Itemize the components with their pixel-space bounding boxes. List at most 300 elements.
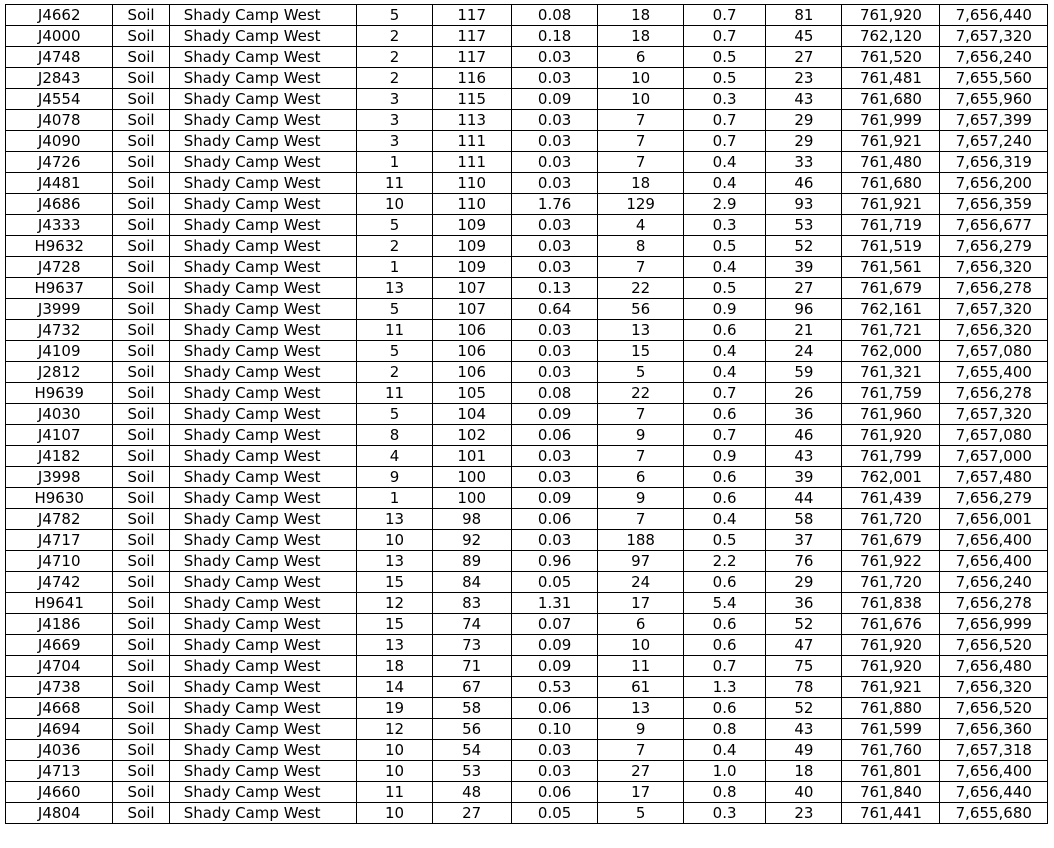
value-a-cell: 100 (432, 488, 511, 509)
sample-id-cell: J3999 (6, 299, 113, 320)
value-c-cell: 6 (598, 614, 684, 635)
sample-type-cell: Soil (113, 320, 169, 341)
depth-cell: 10 (357, 761, 432, 782)
table-row (6, 740, 1048, 761)
easting-cell: 761,599 (842, 719, 940, 740)
value-e-cell: 43 (766, 719, 842, 740)
sample-results-table (5, 4, 1048, 824)
value-d-cell: 0.5 (683, 278, 765, 299)
sample-type-cell: Soil (113, 530, 169, 551)
value-d-cell: 1.0 (683, 761, 765, 782)
sample-type-cell: Soil (113, 719, 169, 740)
prospect-cell: Shady Camp West (169, 530, 357, 551)
prospect-cell: Shady Camp West (169, 362, 357, 383)
value-e-cell: 26 (766, 383, 842, 404)
value-c-cell: 56 (598, 299, 684, 320)
value-e-cell: 46 (766, 425, 842, 446)
value-e-cell: 36 (766, 404, 842, 425)
value-c-cell: 5 (598, 362, 684, 383)
northing-cell: 7,656,001 (940, 509, 1048, 530)
northing-cell: 7,656,400 (940, 551, 1048, 572)
easting-cell: 761,680 (842, 173, 940, 194)
prospect-cell: Shady Camp West (169, 572, 357, 593)
value-a-cell: 83 (432, 593, 511, 614)
value-a-cell: 109 (432, 257, 511, 278)
value-a-cell: 53 (432, 761, 511, 782)
value-d-cell: 0.8 (683, 719, 765, 740)
prospect-cell: Shady Camp West (169, 173, 357, 194)
value-d-cell: 0.3 (683, 803, 765, 824)
sample-id-cell: J4481 (6, 173, 113, 194)
table-row (6, 278, 1048, 299)
prospect-cell: Shady Camp West (169, 68, 357, 89)
table-row (6, 677, 1048, 698)
easting-cell: 762,001 (842, 467, 940, 488)
value-c-cell: 18 (598, 5, 684, 26)
table-row (6, 803, 1048, 824)
prospect-cell: Shady Camp West (169, 467, 357, 488)
value-b-cell: 0.53 (511, 677, 598, 698)
table-row (6, 383, 1048, 404)
value-a-cell: 92 (432, 530, 511, 551)
value-b-cell: 0.03 (511, 446, 598, 467)
easting-cell: 761,721 (842, 320, 940, 341)
depth-cell: 15 (357, 572, 432, 593)
sample-type-cell: Soil (113, 509, 169, 530)
sample-id-cell: J4036 (6, 740, 113, 761)
value-b-cell: 0.08 (511, 5, 598, 26)
sample-type-cell: Soil (113, 803, 169, 824)
depth-cell: 10 (357, 803, 432, 824)
table-row (6, 593, 1048, 614)
northing-cell: 7,657,320 (940, 26, 1048, 47)
prospect-cell: Shady Camp West (169, 425, 357, 446)
sample-type-cell: Soil (113, 677, 169, 698)
value-a-cell: 106 (432, 362, 511, 383)
prospect-cell: Shady Camp West (169, 740, 357, 761)
northing-cell: 7,657,000 (940, 446, 1048, 467)
value-b-cell: 0.06 (511, 698, 598, 719)
depth-cell: 10 (357, 740, 432, 761)
value-a-cell: 110 (432, 194, 511, 215)
depth-cell: 11 (357, 173, 432, 194)
prospect-cell: Shady Camp West (169, 593, 357, 614)
table-row (6, 68, 1048, 89)
sample-id-cell: J4107 (6, 425, 113, 446)
easting-cell: 761,679 (842, 530, 940, 551)
value-b-cell: 0.03 (511, 257, 598, 278)
value-d-cell: 0.5 (683, 47, 765, 68)
value-e-cell: 29 (766, 110, 842, 131)
value-d-cell: 0.7 (683, 5, 765, 26)
table-row (6, 446, 1048, 467)
northing-cell: 7,657,320 (940, 404, 1048, 425)
value-d-cell: 0.3 (683, 89, 765, 110)
prospect-cell: Shady Camp West (169, 47, 357, 68)
sample-type-cell: Soil (113, 467, 169, 488)
prospect-cell: Shady Camp West (169, 341, 357, 362)
northing-cell: 7,657,318 (940, 740, 1048, 761)
depth-cell: 12 (357, 719, 432, 740)
value-e-cell: 27 (766, 278, 842, 299)
value-e-cell: 59 (766, 362, 842, 383)
value-c-cell: 188 (598, 530, 684, 551)
table-row (6, 530, 1048, 551)
prospect-cell: Shady Camp West (169, 131, 357, 152)
value-e-cell: 49 (766, 740, 842, 761)
sample-type-cell: Soil (113, 614, 169, 635)
northing-cell: 7,656,440 (940, 782, 1048, 803)
depth-cell: 11 (357, 320, 432, 341)
northing-cell: 7,656,400 (940, 530, 1048, 551)
sample-type-cell: Soil (113, 299, 169, 320)
value-a-cell: 67 (432, 677, 511, 698)
value-a-cell: 89 (432, 551, 511, 572)
value-b-cell: 0.03 (511, 110, 598, 131)
depth-cell: 12 (357, 593, 432, 614)
depth-cell: 3 (357, 89, 432, 110)
northing-cell: 7,655,680 (940, 803, 1048, 824)
sample-id-cell: J4726 (6, 152, 113, 173)
sample-type-cell: Soil (113, 47, 169, 68)
value-a-cell: 58 (432, 698, 511, 719)
value-e-cell: 39 (766, 467, 842, 488)
value-d-cell: 0.7 (683, 110, 765, 131)
value-c-cell: 8 (598, 236, 684, 257)
sample-id-cell: J4710 (6, 551, 113, 572)
northing-cell: 7,655,560 (940, 68, 1048, 89)
depth-cell: 11 (357, 782, 432, 803)
easting-cell: 761,519 (842, 236, 940, 257)
easting-cell: 761,720 (842, 509, 940, 530)
value-e-cell: 23 (766, 803, 842, 824)
value-e-cell: 53 (766, 215, 842, 236)
sample-type-cell: Soil (113, 152, 169, 173)
prospect-cell: Shady Camp West (169, 446, 357, 467)
value-a-cell: 73 (432, 635, 511, 656)
sample-id-cell: H9632 (6, 236, 113, 257)
northing-cell: 7,656,278 (940, 383, 1048, 404)
prospect-cell: Shady Camp West (169, 488, 357, 509)
value-c-cell: 24 (598, 572, 684, 593)
value-b-cell: 1.31 (511, 593, 598, 614)
sample-type-cell: Soil (113, 572, 169, 593)
table-row (6, 614, 1048, 635)
sample-type-cell: Soil (113, 551, 169, 572)
depth-cell: 1 (357, 152, 432, 173)
table-row (6, 782, 1048, 803)
value-e-cell: 93 (766, 194, 842, 215)
value-d-cell: 0.7 (683, 656, 765, 677)
easting-cell: 761,880 (842, 698, 940, 719)
prospect-cell: Shady Camp West (169, 635, 357, 656)
table-row (6, 467, 1048, 488)
value-d-cell: 0.4 (683, 362, 765, 383)
table-row (6, 635, 1048, 656)
depth-cell: 15 (357, 614, 432, 635)
value-e-cell: 76 (766, 551, 842, 572)
value-a-cell: 74 (432, 614, 511, 635)
northing-cell: 7,656,278 (940, 278, 1048, 299)
northing-cell: 7,656,320 (940, 320, 1048, 341)
table-row (6, 488, 1048, 509)
sample-type-cell: Soil (113, 278, 169, 299)
depth-cell: 5 (357, 299, 432, 320)
value-d-cell: 0.3 (683, 215, 765, 236)
prospect-cell: Shady Camp West (169, 656, 357, 677)
value-e-cell: 23 (766, 68, 842, 89)
value-a-cell: 109 (432, 236, 511, 257)
value-a-cell: 104 (432, 404, 511, 425)
value-b-cell: 0.06 (511, 425, 598, 446)
value-d-cell: 0.5 (683, 530, 765, 551)
sample-id-cell: J4804 (6, 803, 113, 824)
value-a-cell: 107 (432, 299, 511, 320)
easting-cell: 761,921 (842, 131, 940, 152)
easting-cell: 762,161 (842, 299, 940, 320)
value-e-cell: 43 (766, 446, 842, 467)
value-b-cell: 0.18 (511, 26, 598, 47)
easting-cell: 761,321 (842, 362, 940, 383)
value-a-cell: 27 (432, 803, 511, 824)
sample-type-cell: Soil (113, 110, 169, 131)
value-d-cell: 0.5 (683, 68, 765, 89)
sample-id-cell: J4668 (6, 698, 113, 719)
northing-cell: 7,656,279 (940, 488, 1048, 509)
sample-type-cell: Soil (113, 782, 169, 803)
sample-type-cell: Soil (113, 89, 169, 110)
northing-cell: 7,656,999 (940, 614, 1048, 635)
value-c-cell: 5 (598, 803, 684, 824)
table-row (6, 572, 1048, 593)
sample-type-cell: Soil (113, 194, 169, 215)
value-e-cell: 40 (766, 782, 842, 803)
value-e-cell: 18 (766, 761, 842, 782)
prospect-cell: Shady Camp West (169, 614, 357, 635)
prospect-cell: Shady Camp West (169, 509, 357, 530)
northing-cell: 7,656,320 (940, 677, 1048, 698)
value-a-cell: 117 (432, 5, 511, 26)
table-row (6, 110, 1048, 131)
value-d-cell: 0.4 (683, 341, 765, 362)
value-e-cell: 52 (766, 236, 842, 257)
value-a-cell: 115 (432, 89, 511, 110)
prospect-cell: Shady Camp West (169, 803, 357, 824)
table-row (6, 509, 1048, 530)
depth-cell: 2 (357, 362, 432, 383)
value-e-cell: 27 (766, 47, 842, 68)
northing-cell: 7,657,480 (940, 467, 1048, 488)
northing-cell: 7,656,240 (940, 572, 1048, 593)
value-b-cell: 0.05 (511, 803, 598, 824)
value-d-cell: 0.4 (683, 740, 765, 761)
sample-type-cell: Soil (113, 257, 169, 278)
northing-cell: 7,656,279 (940, 236, 1048, 257)
value-d-cell: 0.4 (683, 257, 765, 278)
easting-cell: 761,921 (842, 194, 940, 215)
northing-cell: 7,657,080 (940, 425, 1048, 446)
easting-cell: 761,441 (842, 803, 940, 824)
table-row (6, 719, 1048, 740)
value-b-cell: 0.03 (511, 320, 598, 341)
depth-cell: 13 (357, 278, 432, 299)
value-c-cell: 22 (598, 383, 684, 404)
value-e-cell: 44 (766, 488, 842, 509)
value-d-cell: 0.6 (683, 572, 765, 593)
sample-id-cell: J4686 (6, 194, 113, 215)
prospect-cell: Shady Camp West (169, 698, 357, 719)
value-b-cell: 0.05 (511, 572, 598, 593)
easting-cell: 761,561 (842, 257, 940, 278)
depth-cell: 18 (357, 656, 432, 677)
sample-id-cell: J4742 (6, 572, 113, 593)
prospect-cell: Shady Camp West (169, 110, 357, 131)
value-b-cell: 0.96 (511, 551, 598, 572)
value-b-cell: 0.13 (511, 278, 598, 299)
value-a-cell: 109 (432, 215, 511, 236)
table-row (6, 47, 1048, 68)
sample-id-cell: J4554 (6, 89, 113, 110)
value-d-cell: 2.2 (683, 551, 765, 572)
prospect-cell: Shady Camp West (169, 320, 357, 341)
sample-type-cell: Soil (113, 593, 169, 614)
value-d-cell: 0.7 (683, 383, 765, 404)
value-d-cell: 0.6 (683, 614, 765, 635)
prospect-cell: Shady Camp West (169, 383, 357, 404)
value-c-cell: 7 (598, 257, 684, 278)
sample-type-cell: Soil (113, 5, 169, 26)
easting-cell: 761,840 (842, 782, 940, 803)
sample-id-cell: J4662 (6, 5, 113, 26)
value-b-cell: 0.09 (511, 404, 598, 425)
value-b-cell: 0.03 (511, 362, 598, 383)
value-d-cell: 0.4 (683, 509, 765, 530)
value-c-cell: 17 (598, 782, 684, 803)
depth-cell: 5 (357, 215, 432, 236)
northing-cell: 7,656,520 (940, 698, 1048, 719)
sample-type-cell: Soil (113, 26, 169, 47)
value-c-cell: 61 (598, 677, 684, 698)
northing-cell: 7,657,399 (940, 110, 1048, 131)
northing-cell: 7,657,320 (940, 299, 1048, 320)
depth-cell: 10 (357, 530, 432, 551)
sample-type-cell: Soil (113, 383, 169, 404)
sample-id-cell: J2812 (6, 362, 113, 383)
sample-type-cell: Soil (113, 656, 169, 677)
value-e-cell: 75 (766, 656, 842, 677)
prospect-cell: Shady Camp West (169, 215, 357, 236)
sample-id-cell: J4717 (6, 530, 113, 551)
prospect-cell: Shady Camp West (169, 782, 357, 803)
value-d-cell: 0.6 (683, 698, 765, 719)
depth-cell: 13 (357, 551, 432, 572)
table-row (6, 761, 1048, 782)
value-c-cell: 7 (598, 740, 684, 761)
easting-cell: 761,481 (842, 68, 940, 89)
value-c-cell: 129 (598, 194, 684, 215)
sample-type-cell: Soil (113, 215, 169, 236)
value-d-cell: 0.8 (683, 782, 765, 803)
sample-id-cell: J4782 (6, 509, 113, 530)
value-d-cell: 0.6 (683, 320, 765, 341)
sample-type-cell: Soil (113, 131, 169, 152)
prospect-cell: Shady Camp West (169, 761, 357, 782)
sample-id-cell: J4704 (6, 656, 113, 677)
value-b-cell: 0.07 (511, 614, 598, 635)
prospect-cell: Shady Camp West (169, 257, 357, 278)
sample-id-cell: J4713 (6, 761, 113, 782)
easting-cell: 762,120 (842, 26, 940, 47)
sample-id-cell: H9637 (6, 278, 113, 299)
value-b-cell: 0.03 (511, 47, 598, 68)
value-c-cell: 11 (598, 656, 684, 677)
value-e-cell: 78 (766, 677, 842, 698)
value-c-cell: 13 (598, 698, 684, 719)
table-row (6, 698, 1048, 719)
table-row (6, 236, 1048, 257)
value-a-cell: 113 (432, 110, 511, 131)
value-c-cell: 97 (598, 551, 684, 572)
easting-cell: 761,920 (842, 425, 940, 446)
value-d-cell: 0.7 (683, 26, 765, 47)
value-e-cell: 81 (766, 5, 842, 26)
northing-cell: 7,656,359 (940, 194, 1048, 215)
sample-type-cell: Soil (113, 173, 169, 194)
sample-id-cell: J2843 (6, 68, 113, 89)
sample-type-cell: Soil (113, 362, 169, 383)
sample-type-cell: Soil (113, 488, 169, 509)
value-c-cell: 7 (598, 509, 684, 530)
easting-cell: 762,000 (842, 341, 940, 362)
table-row (6, 89, 1048, 110)
sample-type-cell: Soil (113, 761, 169, 782)
northing-cell: 7,656,240 (940, 47, 1048, 68)
value-b-cell: 0.03 (511, 152, 598, 173)
depth-cell: 13 (357, 635, 432, 656)
value-c-cell: 7 (598, 152, 684, 173)
value-c-cell: 9 (598, 488, 684, 509)
sample-id-cell: J4333 (6, 215, 113, 236)
value-b-cell: 0.03 (511, 761, 598, 782)
value-b-cell: 0.03 (511, 131, 598, 152)
table-row (6, 215, 1048, 236)
depth-cell: 5 (357, 404, 432, 425)
depth-cell: 1 (357, 257, 432, 278)
sample-id-cell: H9641 (6, 593, 113, 614)
table-row (6, 299, 1048, 320)
depth-cell: 2 (357, 26, 432, 47)
value-c-cell: 27 (598, 761, 684, 782)
value-a-cell: 110 (432, 173, 511, 194)
sample-type-cell: Soil (113, 404, 169, 425)
easting-cell: 761,439 (842, 488, 940, 509)
easting-cell: 761,680 (842, 89, 940, 110)
value-d-cell: 0.4 (683, 152, 765, 173)
depth-cell: 19 (357, 698, 432, 719)
value-a-cell: 111 (432, 152, 511, 173)
value-e-cell: 24 (766, 341, 842, 362)
value-d-cell: 1.3 (683, 677, 765, 698)
value-c-cell: 15 (598, 341, 684, 362)
value-b-cell: 0.09 (511, 89, 598, 110)
value-d-cell: 0.6 (683, 404, 765, 425)
depth-cell: 11 (357, 383, 432, 404)
value-c-cell: 4 (598, 215, 684, 236)
depth-cell: 9 (357, 467, 432, 488)
prospect-cell: Shady Camp West (169, 299, 357, 320)
value-a-cell: 106 (432, 320, 511, 341)
easting-cell: 761,922 (842, 551, 940, 572)
